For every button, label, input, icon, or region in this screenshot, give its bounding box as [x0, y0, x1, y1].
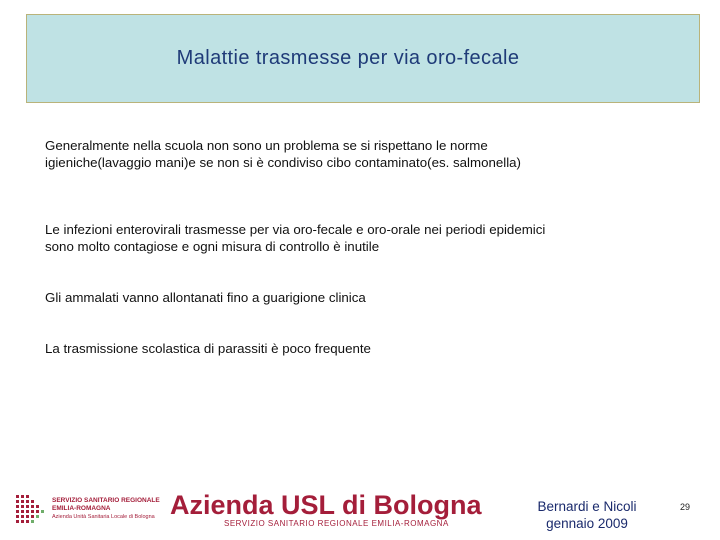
ausl-logo: [14, 490, 484, 530]
author-name: Bernardi e Nicoli: [537, 499, 637, 514]
logo-name: Azienda USL di Bologna: [170, 490, 482, 520]
logo-service-line1: SERVIZIO SANITARIO REGIONALE: [52, 497, 160, 504]
paragraph-2: Le infezioni enterovirali trasmesse per via oro-fecale e oro-orale nei periodi epidemici sono molto contagiose e ogni misura di controllo è inutile: [45, 222, 546, 254]
logo-service-text: [52, 497, 172, 521]
logo-service-line3: Azienda Unità Sanitaria Locale di Bologna: [52, 514, 155, 520]
paragraph-4: La trasmissione scolastica di parassiti è poco frequente: [45, 341, 371, 356]
logo-service-line2: EMILIA-ROMAGNA: [52, 505, 111, 512]
logo-tagline: SERVIZIO SANITARIO REGIONALE EMILIA-ROMAGNA: [224, 519, 449, 528]
title-box: [26, 14, 700, 103]
slide-title: Malattie trasmesse per via oro-fecale: [176, 47, 520, 69]
paragraph-3: Gli ammalati vanno allontanati fino a guarigione clinica: [45, 290, 366, 305]
page-number: 29: [680, 502, 691, 512]
logo-dots-icon: [14, 493, 48, 527]
author-date: gennaio 2009: [546, 516, 628, 531]
paragraph-1: Generalmente nella scuola non sono un problema se si rispettano le norme igieniche(lavaggio mani)e se non si è condiviso cibo contaminato(es. salmonella): [45, 138, 521, 170]
author-block: [525, 498, 649, 532]
